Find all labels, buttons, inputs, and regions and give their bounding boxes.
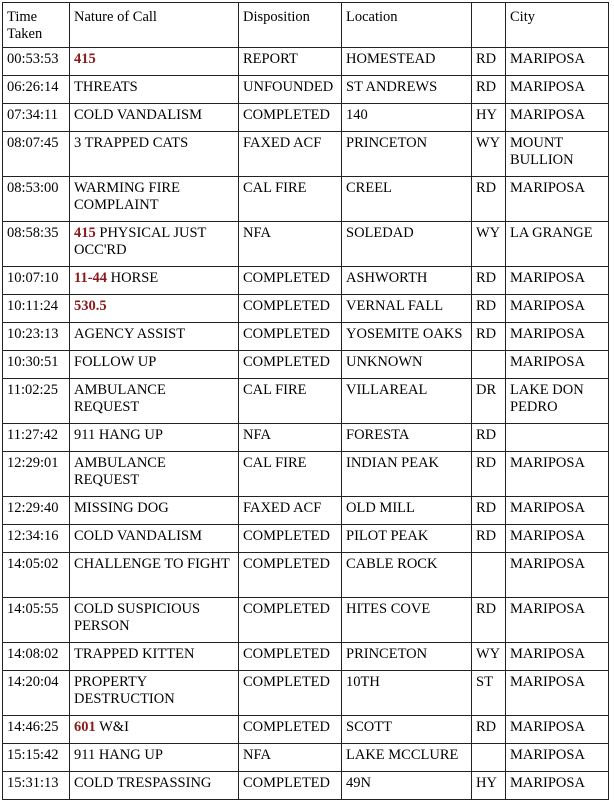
- table-row: [3, 598, 609, 643]
- cell-disposition: COMPLETED: [239, 553, 342, 598]
- cell-city: MARIPOSA: [506, 716, 609, 744]
- table-row: [3, 497, 609, 525]
- cell-nature: [70, 379, 239, 424]
- cell-location: SOLEDAD: [342, 222, 472, 267]
- cell-city: MARIPOSA: [506, 267, 609, 295]
- cell-location: HITES COVE: [342, 598, 472, 643]
- cell-disposition: NFA: [239, 744, 342, 772]
- header-location: Location: [342, 3, 472, 48]
- table-row: [3, 379, 609, 424]
- call-description: WARMING FIRE COMPLAINT: [74, 180, 180, 213]
- call-description: COLD VANDALISM: [74, 107, 202, 123]
- call-description: MISSING DOG: [74, 500, 169, 516]
- table-row: [3, 772, 609, 800]
- table-row: [3, 351, 609, 379]
- cell-disposition: COMPLETED: [239, 295, 342, 323]
- call-code: 530.5: [74, 298, 107, 314]
- cell-nature: [70, 323, 239, 351]
- cell-location: SCOTT: [342, 716, 472, 744]
- cell-location: 140: [342, 104, 472, 132]
- cell-suffix: RD: [472, 598, 506, 643]
- cell-disposition: NFA: [239, 424, 342, 452]
- call-description: AMBULANCE REQUEST: [74, 455, 166, 488]
- table-row: [3, 76, 609, 104]
- cell-nature: [70, 772, 239, 800]
- cell-city: [506, 424, 609, 452]
- cell-time: 10:23:13: [3, 323, 70, 351]
- cell-location: CABLE ROCK: [342, 553, 472, 598]
- cell-suffix: RD: [472, 177, 506, 222]
- cell-city: MARIPOSA: [506, 452, 609, 497]
- cell-location: PRINCETON: [342, 643, 472, 671]
- cell-time: 14:05:02: [3, 553, 70, 598]
- cell-disposition: COMPLETED: [239, 323, 342, 351]
- cell-suffix: RD: [472, 424, 506, 452]
- table-row: [3, 553, 609, 598]
- cell-suffix: HY: [472, 772, 506, 800]
- header-suffix: [472, 3, 506, 48]
- call-description: PHYSICAL JUST OCC'RD: [74, 225, 207, 258]
- cell-time: 10:11:24: [3, 295, 70, 323]
- cell-suffix: [472, 553, 506, 598]
- cell-disposition: NFA: [239, 222, 342, 267]
- call-description: TRAPPED KITTEN: [74, 646, 195, 662]
- cell-suffix: WY: [472, 222, 506, 267]
- cell-time: 14:20:04: [3, 671, 70, 716]
- cell-nature: [70, 424, 239, 452]
- cell-location: 10TH: [342, 671, 472, 716]
- call-description: W&I: [95, 719, 129, 735]
- table-row: [3, 132, 609, 177]
- cell-location: 49N: [342, 772, 472, 800]
- header-row: [3, 3, 609, 48]
- cell-disposition: COMPLETED: [239, 772, 342, 800]
- cell-disposition: CAL FIRE: [239, 177, 342, 222]
- table-row: [3, 177, 609, 222]
- cell-city: MARIPOSA: [506, 76, 609, 104]
- cell-disposition: REPORT: [239, 48, 342, 76]
- cell-suffix: RD: [472, 76, 506, 104]
- cell-disposition: UNFOUNDED: [239, 76, 342, 104]
- cell-location: INDIAN PEAK: [342, 452, 472, 497]
- cell-nature: [70, 351, 239, 379]
- cell-city: MARIPOSA: [506, 525, 609, 553]
- cell-suffix: WY: [472, 643, 506, 671]
- call-description: COLD SUSPICIOUS PERSON: [74, 601, 201, 634]
- cell-time: 00:53:53: [3, 48, 70, 76]
- cell-suffix: RD: [472, 452, 506, 497]
- cell-nature: [70, 104, 239, 132]
- cell-nature: [70, 295, 239, 323]
- call-description: COLD VANDALISM: [74, 528, 202, 544]
- table-row: [3, 716, 609, 744]
- cell-time: 08:53:00: [3, 177, 70, 222]
- cell-nature: [70, 452, 239, 497]
- cell-suffix: DR: [472, 379, 506, 424]
- cell-location: CREEL: [342, 177, 472, 222]
- cell-city: MARIPOSA: [506, 598, 609, 643]
- cell-location: PRINCETON: [342, 132, 472, 177]
- cell-nature: [70, 497, 239, 525]
- cell-disposition: COMPLETED: [239, 104, 342, 132]
- cell-city: LA GRANGE: [506, 222, 609, 267]
- cell-time: 10:30:51: [3, 351, 70, 379]
- call-log-table: [2, 2, 609, 800]
- table-row: [3, 643, 609, 671]
- cell-disposition: COMPLETED: [239, 351, 342, 379]
- call-description: AGENCY ASSIST: [74, 326, 186, 342]
- call-description: HORSE: [107, 270, 159, 286]
- table-row: [3, 671, 609, 716]
- table-row: [3, 48, 609, 76]
- cell-disposition: COMPLETED: [239, 525, 342, 553]
- cell-time: 12:29:01: [3, 452, 70, 497]
- cell-suffix: RD: [472, 525, 506, 553]
- header-nature: Nature of Call: [70, 3, 239, 48]
- cell-location: ST ANDREWS: [342, 76, 472, 104]
- cell-location: PILOT PEAK: [342, 525, 472, 553]
- cell-time: 11:02:25: [3, 379, 70, 424]
- table-row: [3, 104, 609, 132]
- cell-city: LAKE DON PEDRO: [506, 379, 609, 424]
- call-description: THREATS: [74, 79, 138, 95]
- cell-disposition: COMPLETED: [239, 598, 342, 643]
- cell-time: 10:07:10: [3, 267, 70, 295]
- cell-nature: [70, 222, 239, 267]
- call-code: 415: [74, 51, 96, 67]
- cell-nature: [70, 598, 239, 643]
- cell-location: YOSEMITE OAKS: [342, 323, 472, 351]
- cell-disposition: COMPLETED: [239, 267, 342, 295]
- cell-time: 08:07:45: [3, 132, 70, 177]
- cell-time: 08:58:35: [3, 222, 70, 267]
- cell-city: MARIPOSA: [506, 104, 609, 132]
- cell-city: MARIPOSA: [506, 772, 609, 800]
- cell-city: MARIPOSA: [506, 643, 609, 671]
- cell-suffix: RD: [472, 497, 506, 525]
- cell-suffix: RD: [472, 323, 506, 351]
- cell-city: MARIPOSA: [506, 671, 609, 716]
- cell-city: MARIPOSA: [506, 744, 609, 772]
- cell-suffix: WY: [472, 132, 506, 177]
- cell-nature: [70, 48, 239, 76]
- cell-disposition: FAXED ACF: [239, 132, 342, 177]
- call-description: AMBULANCE REQUEST: [74, 382, 166, 415]
- cell-disposition: COMPLETED: [239, 643, 342, 671]
- cell-suffix: [472, 744, 506, 772]
- cell-suffix: [472, 351, 506, 379]
- cell-time: 07:34:11: [3, 104, 70, 132]
- call-code: 11-44: [74, 270, 108, 286]
- cell-time: 12:34:16: [3, 525, 70, 553]
- header-time: Time Taken: [3, 3, 70, 48]
- cell-nature: [70, 76, 239, 104]
- call-description: 911 HANG UP: [74, 747, 163, 763]
- call-description: 911 HANG UP: [74, 427, 163, 443]
- header-disposition: Disposition: [239, 3, 342, 48]
- cell-nature: [70, 744, 239, 772]
- table-row: [3, 744, 609, 772]
- table-row: [3, 222, 609, 267]
- table-row: [3, 295, 609, 323]
- cell-time: 14:08:02: [3, 643, 70, 671]
- cell-time: 06:26:14: [3, 76, 70, 104]
- cell-suffix: RD: [472, 716, 506, 744]
- cell-location: HOMESTEAD: [342, 48, 472, 76]
- call-description: CHALLENGE TO FIGHT: [74, 556, 230, 572]
- call-code: 601: [74, 719, 96, 735]
- cell-disposition: FAXED ACF: [239, 497, 342, 525]
- table-row: [3, 452, 609, 497]
- cell-nature: [70, 177, 239, 222]
- cell-nature: [70, 643, 239, 671]
- cell-nature: [70, 716, 239, 744]
- cell-time: 11:27:42: [3, 424, 70, 452]
- table-row: [3, 525, 609, 553]
- call-description: COLD TRESPASSING: [74, 775, 212, 791]
- cell-city: MARIPOSA: [506, 177, 609, 222]
- cell-time: 12:29:40: [3, 497, 70, 525]
- cell-suffix: HY: [472, 104, 506, 132]
- cell-location: UNKNOWN: [342, 351, 472, 379]
- cell-city: MOUNT BULLION: [506, 132, 609, 177]
- cell-location: VERNAL FALL: [342, 295, 472, 323]
- cell-city: MARIPOSA: [506, 323, 609, 351]
- cell-nature: [70, 671, 239, 716]
- table-row: [3, 424, 609, 452]
- cell-location: ASHWORTH: [342, 267, 472, 295]
- cell-suffix: RD: [472, 48, 506, 76]
- cell-city: MARIPOSA: [506, 48, 609, 76]
- cell-time: 14:05:55: [3, 598, 70, 643]
- cell-city: MARIPOSA: [506, 351, 609, 379]
- table-row: [3, 267, 609, 295]
- call-description: PROPERTY DESTRUCTION: [74, 674, 175, 707]
- cell-location: VILLAREAL: [342, 379, 472, 424]
- cell-nature: [70, 267, 239, 295]
- cell-suffix: RD: [472, 295, 506, 323]
- cell-city: MARIPOSA: [506, 295, 609, 323]
- cell-disposition: COMPLETED: [239, 716, 342, 744]
- cell-time: 14:46:25: [3, 716, 70, 744]
- header-city: City: [506, 3, 609, 48]
- cell-suffix: ST: [472, 671, 506, 716]
- cell-nature: [70, 132, 239, 177]
- cell-location: OLD MILL: [342, 497, 472, 525]
- cell-location: FORESTA: [342, 424, 472, 452]
- call-description: 3 TRAPPED CATS: [74, 135, 189, 151]
- cell-city: MARIPOSA: [506, 553, 609, 598]
- cell-nature: [70, 553, 239, 598]
- cell-disposition: CAL FIRE: [239, 452, 342, 497]
- cell-city: MARIPOSA: [506, 497, 609, 525]
- call-code: 415: [74, 225, 96, 241]
- cell-time: 15:15:42: [3, 744, 70, 772]
- cell-location: LAKE MCCLURE: [342, 744, 472, 772]
- cell-nature: [70, 525, 239, 553]
- cell-time: 15:31:13: [3, 772, 70, 800]
- cell-disposition: COMPLETED: [239, 671, 342, 716]
- cell-suffix: RD: [472, 267, 506, 295]
- call-description: FOLLOW UP: [74, 354, 157, 370]
- cell-disposition: CAL FIRE: [239, 379, 342, 424]
- table-row: [3, 323, 609, 351]
